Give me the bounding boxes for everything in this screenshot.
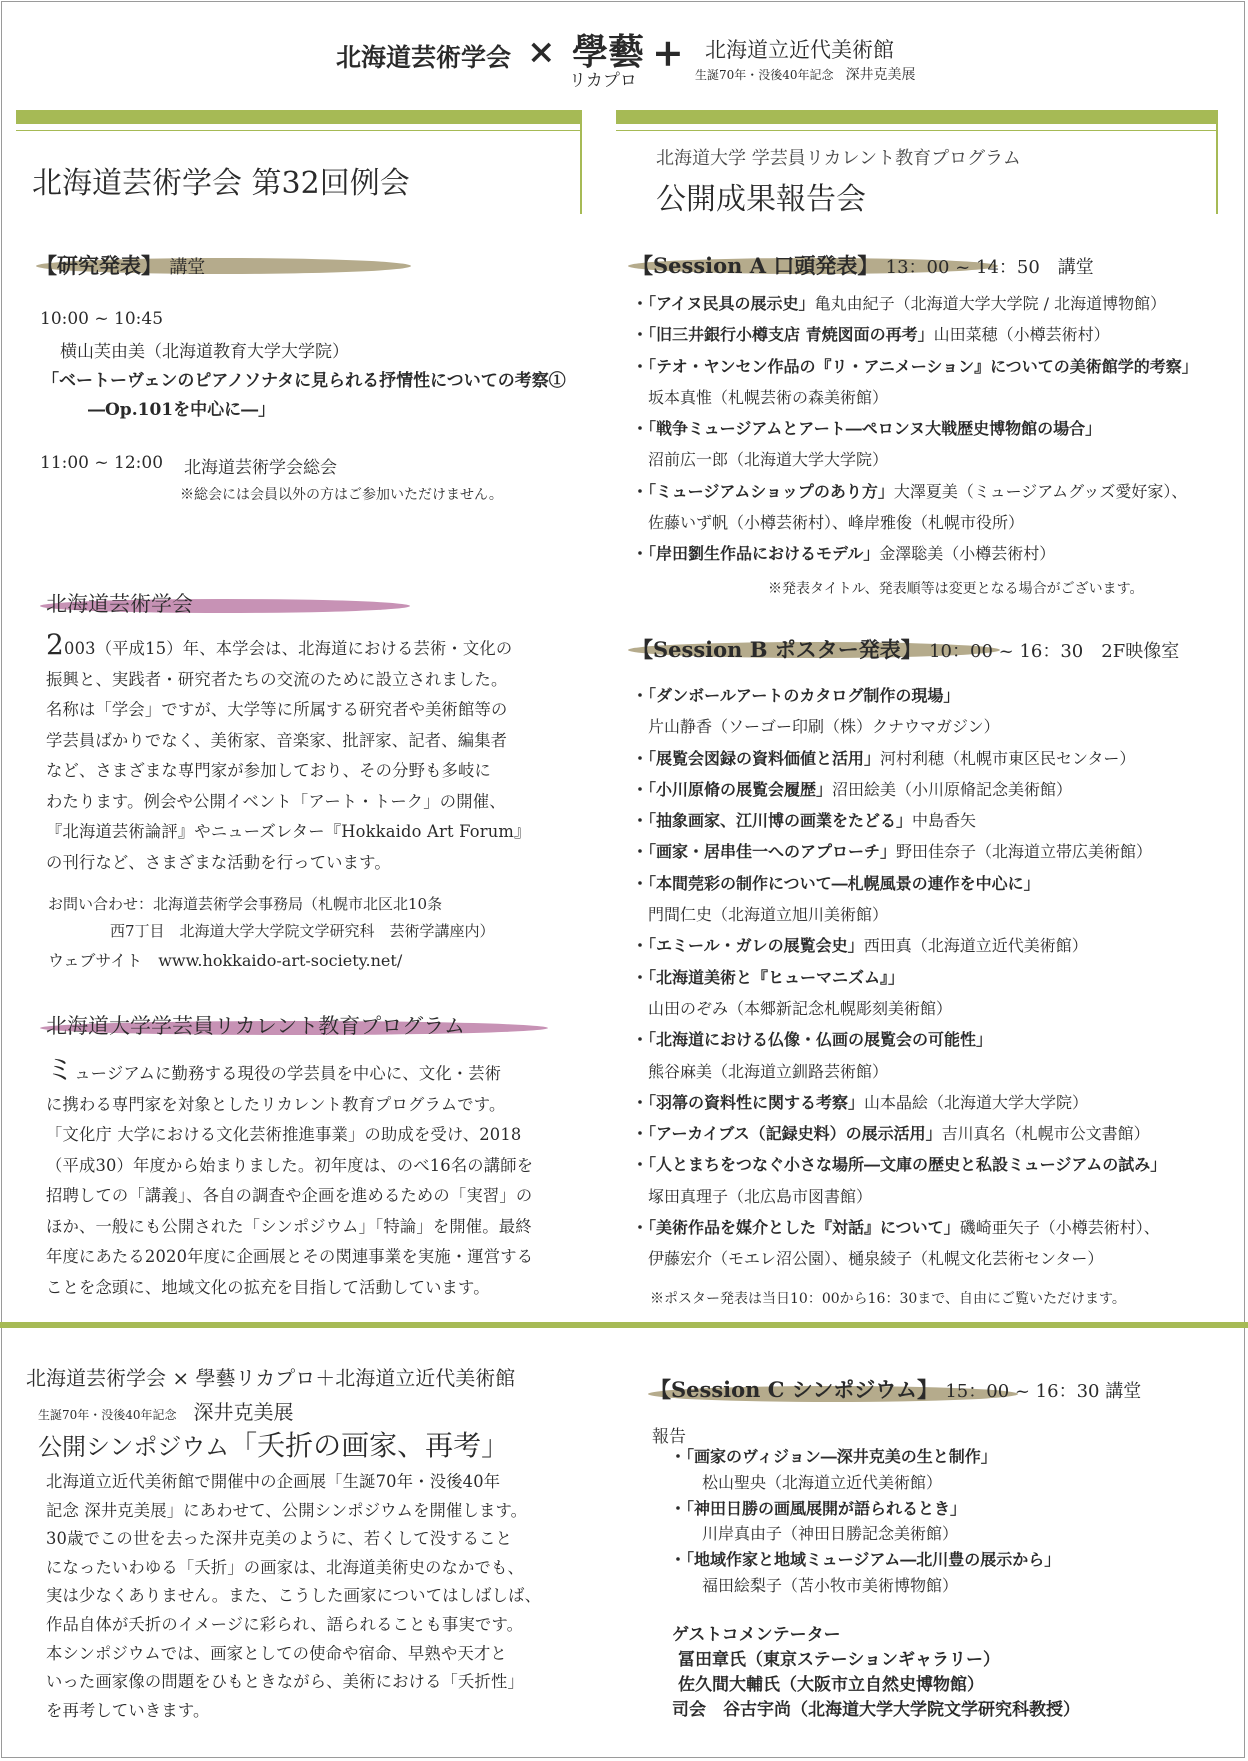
symposium-text: 北海道立近代美術館で開催中の企画展「生誕70年・没後40年 記念 深井克美展」にあわせて、公開シンポジウムを開催します。 30歳でこの世を去った深井克美のように、若くして没すること になったいわゆる「夭折」の画家は、北海道美術史のなかでも、 実は少なくありません。また、こうした画家についてはしばしば、 作品自体が夭折のイメージに彩られ、語られることも事実です。 本シンポジウムでは、画家としての使命や宿命、早熟や天才と いった画家像の問題をひもときながら、美術における「夭折性」 を再考していきます。 bbox=[46, 1472, 542, 1720]
list-item: 熊谷麻美（北海道立釧路芸術館） bbox=[632, 1061, 889, 1081]
list-item: ・「画家・居串佳一へのアプローチ」野田佳奈子（北海道立帯広美術館） bbox=[632, 842, 1153, 862]
left-title: 北海道芸術学会 第32回例会 bbox=[32, 166, 410, 201]
session-a-heading: 【Session A 口頭発表】 13：00 ~ 14：50 講堂 bbox=[632, 253, 1094, 278]
list-item: ・「小川原脩の展覧会履歴」沼田絵美（小川原脩記念美術館） bbox=[632, 779, 1073, 799]
list-item: ・「画家のヴィジョン―深井克美の生と制作」 bbox=[670, 1447, 997, 1466]
header-plus: + bbox=[652, 30, 684, 75]
header-museum: 北海道立近代美術館 bbox=[705, 38, 894, 62]
list-item: ・「神田日勝の画風展開が語られるとき」 bbox=[670, 1498, 967, 1518]
research-presenter: 横山芙由美（北海道教育大学大学院） bbox=[60, 342, 349, 362]
society-website[interactable]: ウェブサイト www.hokkaido-art-society.net/ bbox=[48, 951, 403, 970]
header-exhibition-small: 生誕70年・没後40年記念 bbox=[695, 68, 834, 82]
society-heading: 北海道芸術学会 bbox=[46, 592, 193, 616]
list-item: ・「旧三井銀行小樽支店 青焼図面の再考」山田菜穂（小樽芸術村） bbox=[632, 325, 1110, 345]
research-meeting: 北海道芸術学会総会 bbox=[184, 458, 337, 478]
list-item: ・「ダンボールアートのカタログ制作の現場」 bbox=[632, 686, 960, 705]
list-item: ・「羽箒の資料性に関する考察」山本晶絵（北海道大学大学院） bbox=[632, 1092, 1089, 1112]
symposium-title: 公開シンポジウム「夭折の画家、再考」 bbox=[38, 1429, 510, 1462]
list-item: ・「人とまちをつなぐ小さな場所―文庫の歴史と私設ミュージアムの試み」 bbox=[632, 1155, 1167, 1175]
research-time-2: 11:00 ~ 12:00 bbox=[40, 453, 164, 473]
list-item: ・「美術作品を媒介とした『対話』について」磯崎亜矢子（小樽芸術村）、 bbox=[632, 1218, 1160, 1238]
guest-label: ゲストコメンテーター bbox=[672, 1625, 841, 1645]
list-item: ・「展覧会図録の資料価値と活用」河村利穂（札幌市東区民センター） bbox=[632, 748, 1136, 768]
list-item: ・「戦争ミュージアムとアート―ペロンヌ大戦歴史博物館の場合」 bbox=[632, 419, 1102, 439]
list-item: 沼前広一郎（北海道大学大学院） bbox=[632, 450, 889, 470]
list-item: 門間仁史（北海道立旭川美術館） bbox=[632, 905, 889, 925]
research-talk-title-2: ―Op.101を中心に―」 bbox=[88, 400, 276, 420]
list-item: ・「アイヌ民具の展示史」亀丸由紀子（北海道大学大学院 / 北海道博物館） bbox=[632, 294, 1167, 313]
list-item: 山田のぞみ（本郷新記念札幌彫刻美術館） bbox=[632, 998, 953, 1018]
left-title-rule bbox=[16, 130, 582, 131]
session-c-report-label: 報告 bbox=[652, 1427, 686, 1447]
list-item: ・「岸田劉生作品におけるモデル」金澤聡美（小樽芸術村） bbox=[632, 544, 1056, 564]
recurrent-heading: 北海道大学学芸員リカレント教育プログラム bbox=[46, 1014, 466, 1038]
right-title-bar bbox=[616, 110, 1218, 124]
society-contact-2: 西7丁目 北海道大学大学院文学研究科 芸術学講座内） bbox=[110, 922, 495, 940]
list-item: ・「北海道における仏像・仏画の展覧会の可能性」 bbox=[632, 1030, 993, 1050]
list-item: 福田絵梨子（苫小牧市美術博物館） bbox=[670, 1575, 959, 1595]
recurrent-text: ミュージアムに勤務する現役の学芸員を中心に、文化・芸術 に携わる専門家を対象としたリカレント教育プログラムです。 「文化庁 大学における文化芸術推進事業」の助成を受け、2018 （平成30）年度から始まりました。初年度は、のべ16名の講師を 招聘しての「講義」、各自の調査や企画を進めるための「実習」の ほか、一般にも公開された「シンポジウム」「特論」を開催。最終 年度にあたる2020年度に企画展とその関連事業を実施・運営する ことを念頭に、地域文化の拡充を目指して活動しています。 bbox=[46, 1053, 534, 1297]
guest-2: 佐久間大輔氏（大阪市立自然史博物館） bbox=[678, 1675, 984, 1695]
list-item: 川岸真由子（神田日勝記念美術館） bbox=[670, 1524, 959, 1544]
left-title-bar bbox=[16, 110, 582, 124]
list-item: 佐藤いず帆（小樽芸術村）、峰岸雅俊（札幌市役所） bbox=[632, 513, 1025, 533]
header-times: × bbox=[527, 32, 556, 72]
symposium-exhibition: 生誕70年・没後40年記念 深井克美展 bbox=[38, 1400, 294, 1424]
list-item: ・「地域作家と地域ミュージアム―北川豊の展示から」 bbox=[670, 1550, 1061, 1570]
guest-3: 司会 谷古宇尚（北海道大学大学院文学研究科教授） bbox=[672, 1700, 1080, 1720]
header-exhibition-name: 深井克美展 bbox=[845, 67, 916, 83]
session-b-note: ※ポスター発表は当日10：00から16：30まで、自由にご覧いただけます。 bbox=[650, 1291, 1126, 1307]
session-c-heading: 【Session C シンポジウム】 15：00 ~ 16：30 講堂 bbox=[650, 1377, 1142, 1402]
society-contact-1: お問い合わせ：北海道芸術学会事務局（札幌市北区北10条 bbox=[48, 895, 443, 913]
list-item: ・「アーカイブス（記録史料）の展示活用」吉川真名（札幌市公文書館） bbox=[632, 1124, 1150, 1144]
right-title: 公開成果報告会 bbox=[656, 182, 866, 217]
session-a-list bbox=[632, 288, 1198, 570]
list-item: ・「テオ・ヤンセン作品の『リ・アニメーション』についての美術館学的考察」 bbox=[632, 356, 1198, 376]
list-item: 坂本真惟（札幌芸術の森美術館） bbox=[632, 387, 889, 407]
right-title-rule bbox=[616, 130, 1218, 131]
right-title-sub: 北海道大学 学芸員リカレント教育プログラム bbox=[656, 148, 1021, 169]
header-ricapro: リカプロ bbox=[569, 71, 637, 91]
list-item: 伊藤宏介（モエレ沼公園）、樋泉綾子（札幌文化芸術センター） bbox=[632, 1249, 1104, 1269]
section-separator bbox=[0, 1322, 1248, 1328]
list-item: ・「北海道美術と『ヒューマニズム』」 bbox=[632, 967, 905, 987]
header-exhibition bbox=[695, 64, 916, 84]
session-c-reports bbox=[670, 1444, 1060, 1599]
left-title-side bbox=[580, 110, 582, 214]
guest-1: 冨田章氏（東京ステーションギャラリー） bbox=[678, 1650, 1000, 1670]
session-b-heading: 【Session B ポスター発表】 10：00 ~ 16：30 2F映像室 bbox=[632, 637, 1180, 662]
research-note: ※総会には会員以外の方はご参加いただけません。 bbox=[180, 487, 503, 503]
research-time-1: 10:00 ~ 10:45 bbox=[40, 309, 164, 329]
research-talk-title-1: 「ベートーヴェンのピアノソナタに見られる抒情性についての考察① bbox=[42, 371, 566, 391]
symposium-collab: 北海道芸術学会 × 學藝リカプロ＋北海道立近代美術館 bbox=[26, 1366, 516, 1390]
list-item: ・「ミュージアムショップのあり方」大澤夏美（ミュージアムグッズ愛好家）、 bbox=[632, 481, 1188, 501]
list-item: ・「本間莞彩の制作について―札幌風景の連作を中心に」 bbox=[632, 873, 1040, 893]
header-gakugei-logo: 學藝 bbox=[572, 31, 645, 73]
research-heading: 【研究発表】 講堂 bbox=[36, 253, 206, 278]
list-item: 片山静香（ソーゴー印刷（株）クナウマガジン） bbox=[632, 717, 1000, 737]
list-item: 塚田真理子（北広島市図書館） bbox=[632, 1186, 873, 1206]
list-item: ・「エミール・ガレの展覧会史」西田真（北海道立近代美術館） bbox=[632, 936, 1088, 956]
session-b-list bbox=[632, 680, 1166, 1275]
society-text: 2003（平成15）年、本学会は、北海道における芸術・文化の 振興と、実践者・研究者たちの交流のために設立されました。 名称は「学会」ですが、大学等に所属する研究者や美術館等の 学芸員ばかりでなく、美術家、音楽家、批評家、記者、編集者 など、さまざまな専門家が参加しており、その分野も多岐に わたります。例会や公開イベント「アート・トーク」の開催、 『北海道芸術論評』やニューズレター『Hokkaido Art Forum』 の刊行など、さまざまな活動を行っています。 bbox=[46, 628, 531, 872]
session-a-note: ※発表タイトル、発表順等は変更となる場合がございます。 bbox=[768, 581, 1144, 597]
right-title-side bbox=[1216, 110, 1218, 214]
header-society: 北海道芸術学会 bbox=[336, 43, 512, 72]
list-item: 松山聖央（北海道立近代美術館） bbox=[670, 1472, 943, 1492]
list-item: ・「抽象画家、江川博の画業をたどる」中島香矢 bbox=[632, 811, 977, 831]
